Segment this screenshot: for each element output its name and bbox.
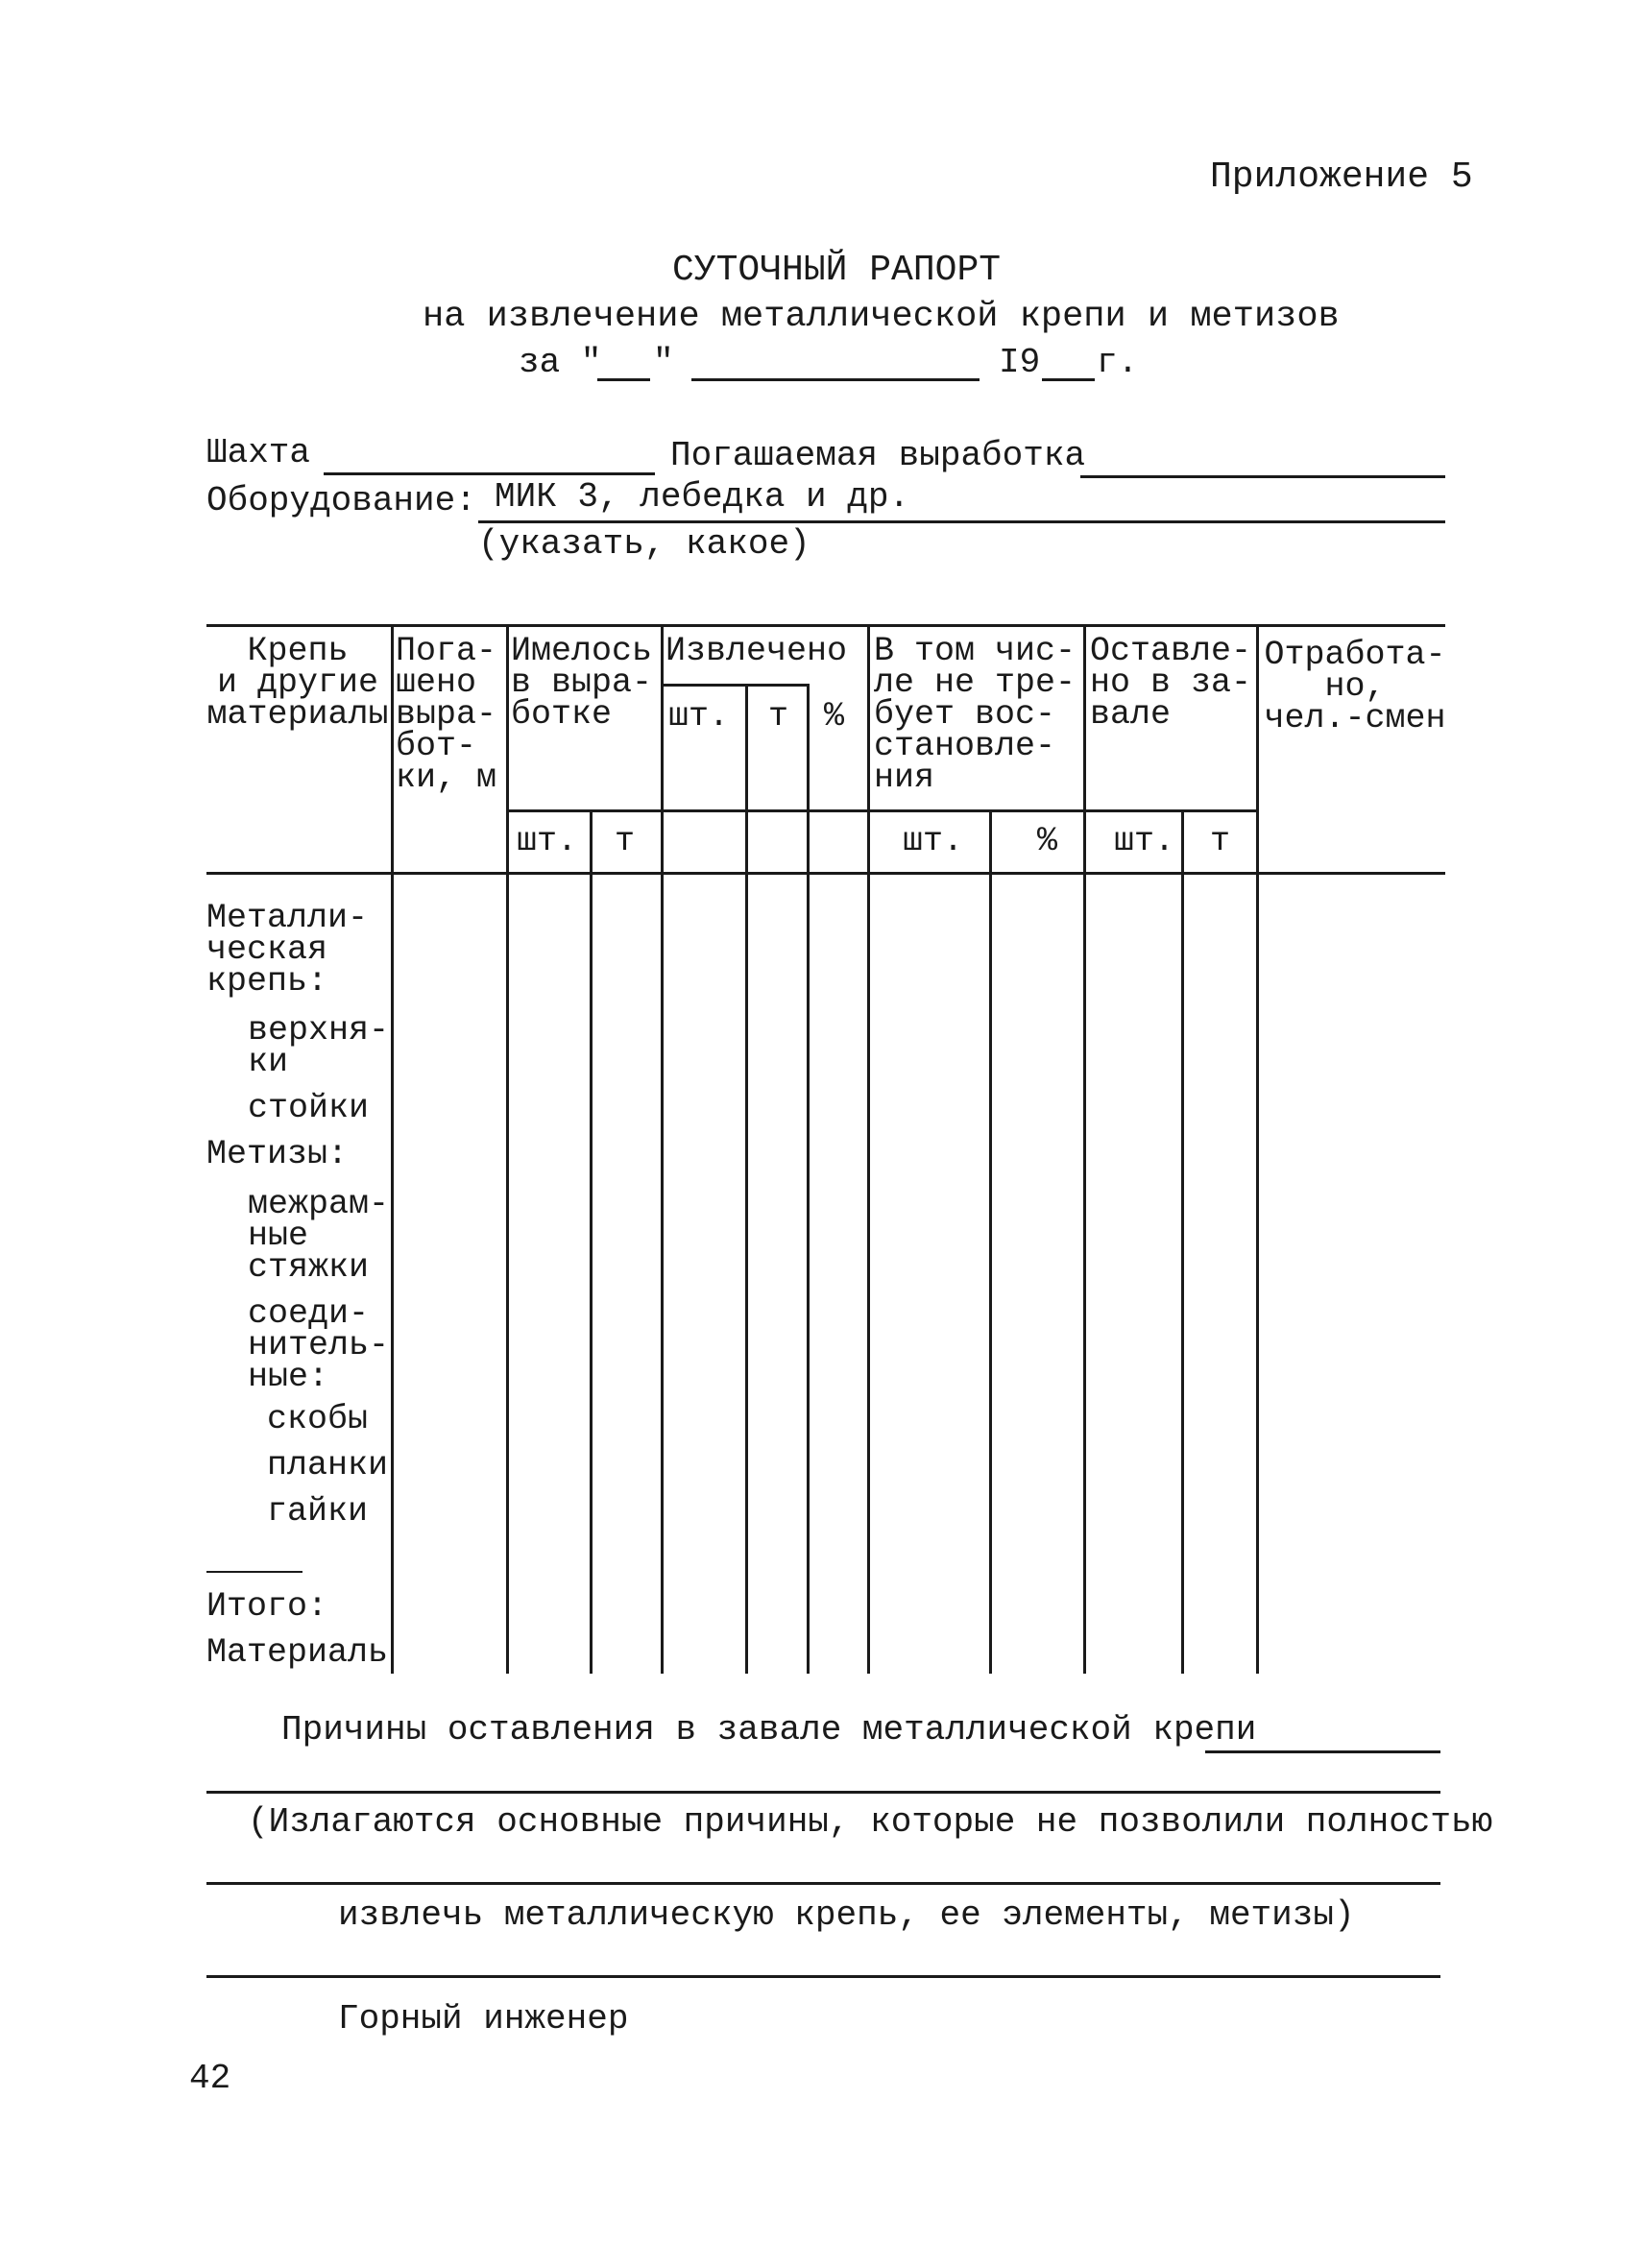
header-left-pcs: шт. [1114, 822, 1175, 860]
header-extracted-pct: % [824, 697, 845, 736]
col-divider [661, 624, 664, 1674]
row-label: соеди- нитель- ные: [248, 1294, 390, 1396]
row-label: планки [267, 1446, 389, 1484]
reasons-line[interactable] [206, 1882, 1440, 1885]
col-divider [506, 624, 509, 1674]
row-label: межрам- ные стяжки [248, 1185, 390, 1287]
header-repaid: Пога- шено выра- бот- ки, м [396, 632, 497, 797]
header-left-t: т [1210, 822, 1231, 860]
mine-blank[interactable] [324, 472, 655, 475]
working-blank[interactable] [1080, 475, 1445, 478]
col-divider [391, 624, 394, 1674]
row-label: гайки [267, 1492, 369, 1531]
header-incl-pct: % [1037, 822, 1058, 860]
header-incl-no-restoration: В том чис- ле не тре- бует вос- становле- ния [874, 632, 1077, 797]
mine-label: Шахта [206, 433, 311, 472]
reasons-label: Причины оставления в завале металлической крепи [281, 1710, 1257, 1749]
header-available-t: т [615, 822, 636, 860]
reasons-line[interactable] [206, 1975, 1440, 1978]
row-label: скобы [267, 1400, 369, 1438]
day-blank[interactable] [597, 378, 650, 381]
date-quote-close: " [653, 343, 674, 382]
col-divider [989, 809, 992, 1674]
col-divider [1256, 624, 1259, 1674]
reasons-blank[interactable] [1205, 1750, 1440, 1753]
row-label: Итого: [206, 1587, 328, 1626]
header-materials: Крепь и другие материалы [206, 632, 389, 734]
table-subheader-line [661, 684, 810, 687]
equipment-hint: (указать, какое) [478, 524, 810, 564]
row-label: Материаль [206, 1633, 389, 1672]
equipment-value: МИК 3, лебедка и др. [495, 477, 910, 517]
header-available: Имелось в выра- ботке [511, 632, 653, 734]
document-title: СУТОЧНЫЙ РАПОРТ [672, 250, 1002, 291]
row-label: Металли- ческая крепь: [206, 899, 369, 1001]
total-separator [206, 1571, 302, 1573]
reasons-note-line2: извлечь металлическую крепь, ее элементы, метизы) [338, 1895, 1355, 1935]
col-divider [807, 684, 810, 1674]
equipment-label: Оборудование: [206, 481, 476, 520]
header-worked: Отработа- но, чел.-смен [1264, 636, 1446, 737]
col-divider [590, 809, 593, 1674]
col-divider [867, 624, 870, 1674]
row-label: верхня- ки [248, 1011, 390, 1081]
month-blank[interactable] [691, 378, 980, 381]
reasons-note-line1: (Излагаются основные причины, которые не позволили полностью [248, 1802, 1493, 1842]
header-extracted: Извлечено [665, 632, 848, 670]
table-subheader-line [507, 809, 1256, 812]
page-number: 42 [189, 2059, 231, 2098]
equipment-blank[interactable] [478, 520, 1445, 523]
reasons-line[interactable] [206, 1791, 1440, 1794]
col-divider [1083, 624, 1086, 1674]
appendix-label: Приложение 5 [1210, 157, 1473, 198]
header-extracted-t: т [768, 697, 789, 736]
header-available-pcs: шт. [517, 822, 578, 860]
year-blank[interactable] [1042, 378, 1095, 381]
signature-label: Горный инженер [338, 1999, 629, 2039]
document-subtitle: на извлечение металлической крепи и метизов [423, 297, 1340, 337]
header-left-in-goaf: Оставле- но в за- вале [1090, 632, 1252, 734]
year-suffix: г. [1097, 343, 1139, 382]
header-extracted-pcs: шт. [668, 697, 730, 736]
header-incl-pcs: шт. [903, 822, 964, 860]
year-prefix: I9 [999, 343, 1041, 382]
col-divider [1181, 809, 1184, 1674]
col-divider [745, 684, 748, 1674]
row-label: стойки [248, 1089, 370, 1127]
row-label: Метизы: [206, 1135, 349, 1173]
date-prefix: за " [519, 343, 602, 382]
working-label: Погашаемая выработка [670, 436, 1086, 475]
